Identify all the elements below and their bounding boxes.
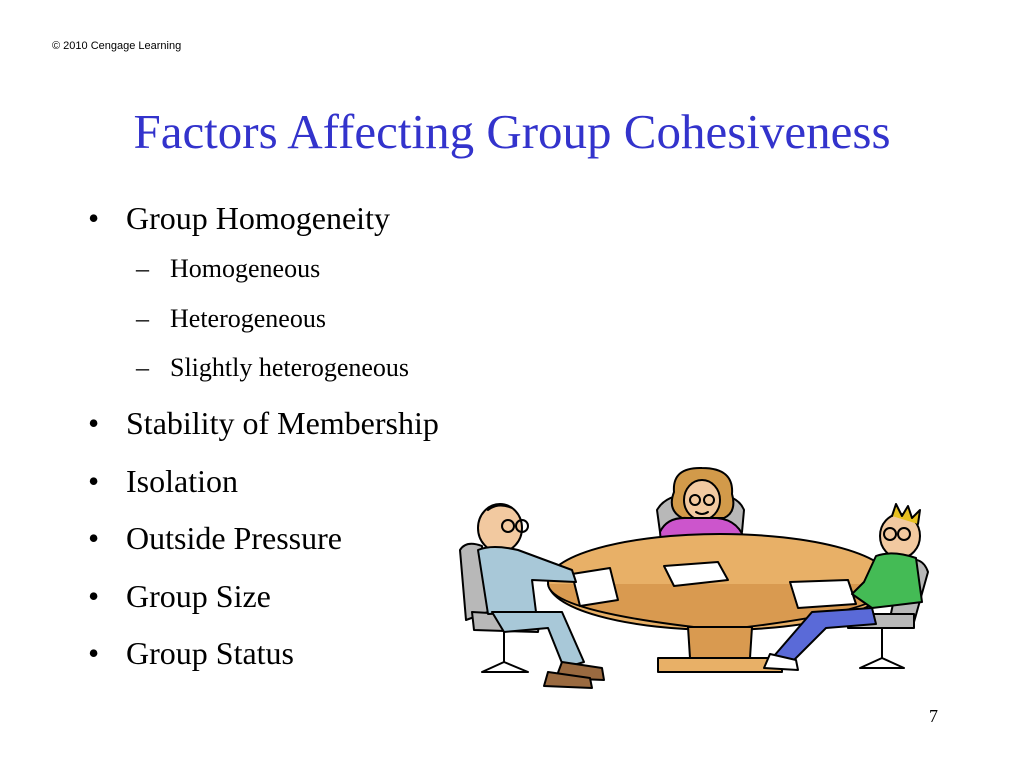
copyright-notice: © 2010 Cengage Learning: [52, 40, 182, 52]
bullet-item: [88, 196, 390, 240]
bullet-mark: •: [88, 578, 100, 614]
bullet-text: Group Status: [126, 635, 294, 671]
sub-bullet-item: [136, 251, 320, 287]
sub-bullet-text: Homogeneous: [170, 254, 321, 283]
bullet-text: Outside Pressure: [126, 520, 342, 556]
sub-bullet-item: [136, 301, 326, 337]
sub-bullet-text: Heterogeneous: [170, 304, 326, 333]
slide-title: Factors Affecting Group Cohesiveness: [133, 104, 891, 159]
bullet-mark: •: [88, 405, 100, 441]
bullet-mark: •: [88, 200, 100, 236]
bullet-text: Isolation: [126, 463, 238, 499]
bullet-item: [88, 459, 238, 503]
sub-bullet-item: [136, 350, 409, 386]
sub-bullet-mark: –: [136, 353, 149, 382]
bullet-mark: •: [88, 635, 100, 671]
bullet-text: Group Size: [126, 578, 271, 614]
page-number: 7: [929, 706, 938, 726]
meeting-clipart-icon: [452, 462, 952, 692]
bullet-text: Stability of Membership: [126, 405, 439, 441]
bullet-mark: •: [88, 520, 100, 556]
bullet-item: [88, 401, 439, 445]
sub-bullet-mark: –: [136, 304, 149, 333]
bullet-item: [88, 516, 342, 560]
sub-bullet-text: Slightly heterogeneous: [170, 353, 410, 382]
bullet-mark: •: [88, 463, 100, 499]
bullet-text: Group Homogeneity: [126, 200, 390, 236]
bullet-item: [88, 631, 294, 675]
bullet-item: [88, 574, 271, 618]
sub-bullet-mark: –: [136, 254, 149, 283]
